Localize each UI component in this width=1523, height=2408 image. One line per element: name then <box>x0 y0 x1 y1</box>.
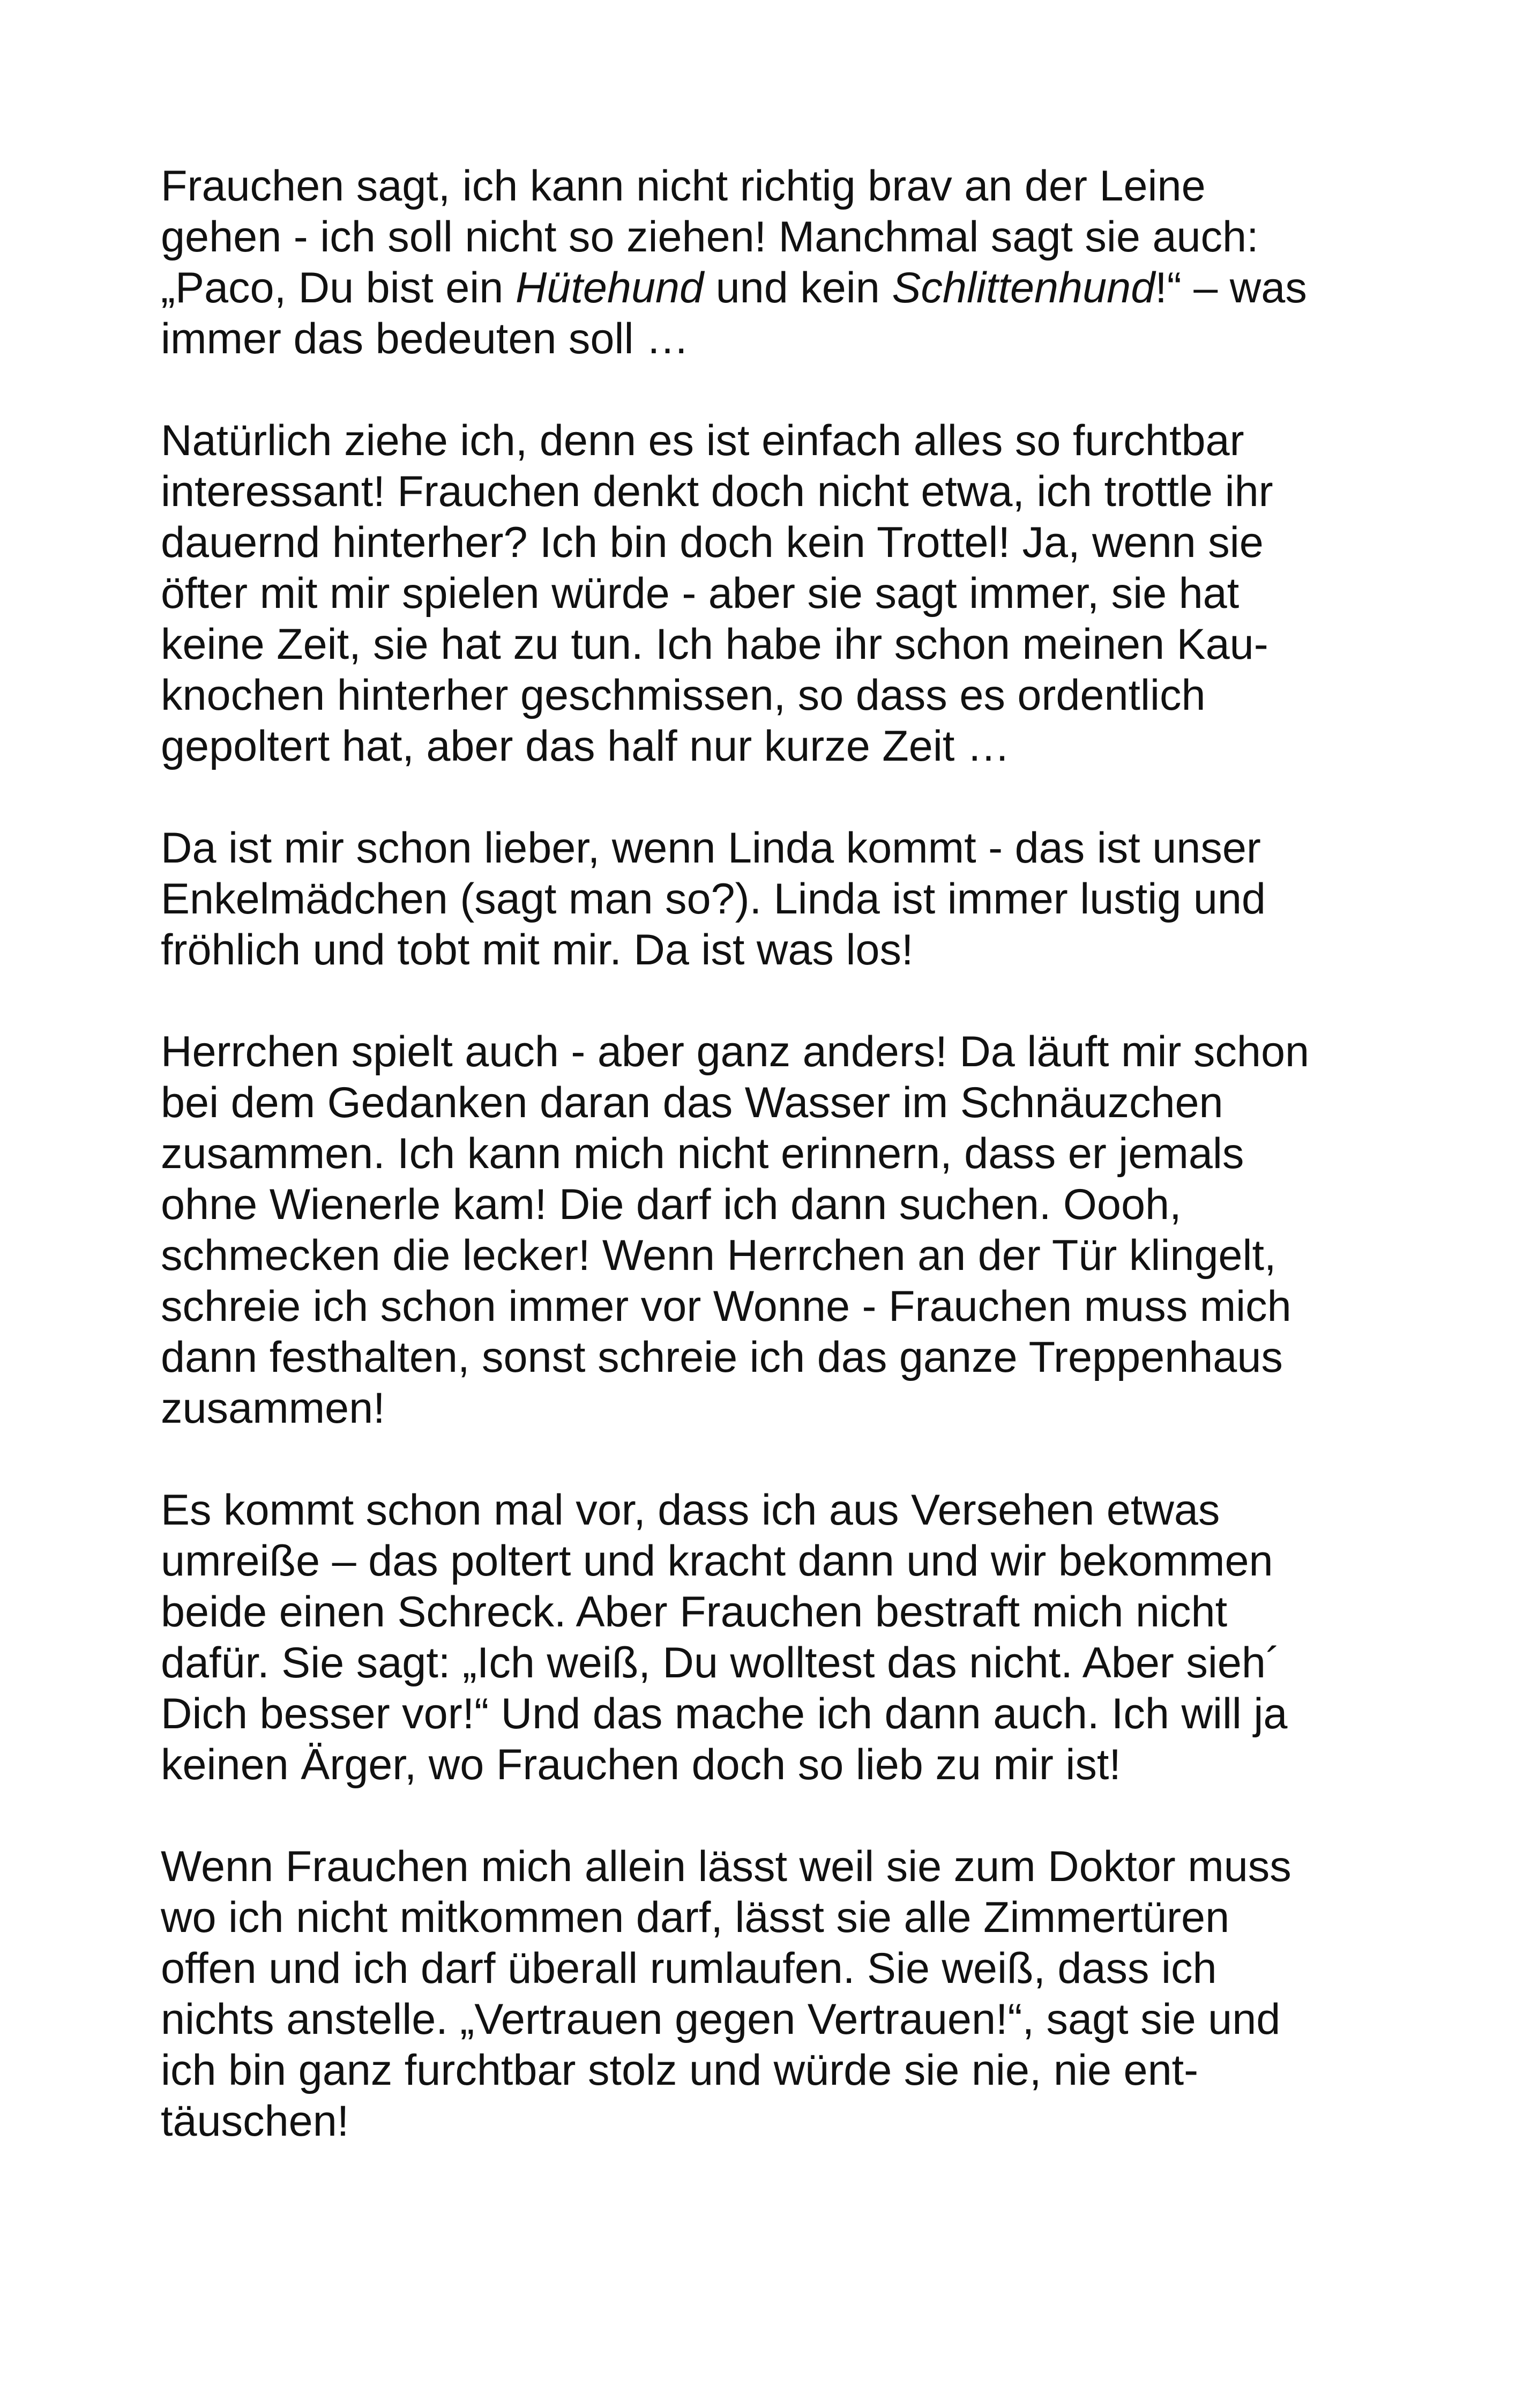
text-segment: offen und ich darf überall rumlaufen. Sie weiß, dass ich <box>161 1944 1217 1993</box>
text-segment: umreiße – das poltert und kracht dann und wir bekommen <box>161 1537 1273 1585</box>
text-segment: dann festhalten, sonst schreie ich das ganze Treppenhaus <box>161 1333 1283 1381</box>
text-segment: !“ – was <box>1155 264 1307 312</box>
text-segment: Herrchen spielt auch - aber ganz anders! Da läuft mir schon <box>161 1028 1310 1076</box>
text-segment: zusammen. Ich kann mich nicht erinnern, dass er jemals <box>161 1129 1244 1178</box>
text-line <box>161 517 1361 568</box>
text-segment: ohne Wienerle kam! Die darf ich dann suchen. Oooh, <box>161 1180 1182 1229</box>
text-segment: gehen - ich soll nicht so ziehen! Manchmal sagt sie auch: <box>161 213 1259 261</box>
text-segment: keinen Ärger, wo Frauchen doch so lieb zu mir ist! <box>161 1741 1121 1789</box>
paragraph <box>161 415 1361 772</box>
text-segment: ich bin ganz furchtbar stolz und würde sie nie, nie ent- <box>161 2046 1199 2094</box>
paragraph <box>161 1027 1361 1434</box>
text-line <box>161 1994 1361 2045</box>
text-line <box>161 415 1361 466</box>
text-line <box>161 1281 1361 1332</box>
paragraph <box>161 1485 1361 1790</box>
text-line <box>161 1027 1361 1077</box>
text-segment: nichts anstelle. „Vertrauen gegen Vertrauen!“, sagt sie und <box>161 1995 1281 2043</box>
text-line <box>161 1230 1361 1281</box>
text-segment: „Paco, Du bist ein <box>161 264 516 312</box>
text-segment: öfter mit mir spielen würde - aber sie sagt immer, sie hat <box>161 569 1240 618</box>
text-segment: schreie ich schon immer vor Wonne - Frauchen muss mich <box>161 1282 1291 1331</box>
text-segment: Natürlich ziehe ich, denn es ist einfach alles so furchtbar <box>161 417 1244 465</box>
paragraph <box>161 161 1361 365</box>
text-line <box>161 1179 1361 1230</box>
text-line <box>161 670 1361 721</box>
paragraph <box>161 1841 1361 2147</box>
text-segment: täuschen! <box>161 2097 349 2145</box>
text-segment: und kein <box>704 264 892 312</box>
text-segment: Wenn Frauchen mich allein lässt weil sie zum Doktor muss <box>161 1842 1291 1891</box>
text-line <box>161 1943 1361 1994</box>
text-segment: dauernd hinterher? Ich bin doch kein Trottel! Ja, wenn sie <box>161 518 1264 567</box>
text-segment: gepoltert hat, aber das half nur kurze Zeit … <box>161 722 1010 770</box>
text-segment: zusammen! <box>161 1384 385 1432</box>
text-segment: Enkelmädchen (sagt man so?). Linda ist immer lustig und <box>161 875 1266 923</box>
text-segment: knochen hinterher geschmissen, so dass es ordentlich <box>161 671 1206 719</box>
text-line <box>161 1638 1361 1689</box>
text-line <box>161 1587 1361 1638</box>
text-segment: immer das bedeuten soll … <box>161 315 689 363</box>
text-segment: keine Zeit, sie hat zu tun. Ich habe ihr schon meinen Kau- <box>161 620 1268 668</box>
text-line <box>161 1689 1361 1740</box>
text-line <box>161 1740 1361 1790</box>
text-segment: Dich besser vor!“ Und das mache ich dann auch. Ich will ja <box>161 1690 1288 1738</box>
text-segment: schmecken die lecker! Wenn Herrchen an der Tür klingelt, <box>161 1231 1276 1280</box>
italic-text: Schlittenhund <box>892 264 1155 312</box>
text-line <box>161 925 1361 976</box>
text-segment: bei dem Gedanken daran das Wasser im Schnäuzchen <box>161 1079 1223 1127</box>
text-line <box>161 568 1361 619</box>
text-line <box>161 2096 1361 2147</box>
text-segment: Da ist mir schon lieber, wenn Linda kommt - das ist unser <box>161 824 1261 872</box>
text-line <box>161 874 1361 925</box>
text-line <box>161 212 1361 263</box>
text-segment: Frauchen sagt, ich kann nicht richtig brav an der Leine <box>161 162 1206 210</box>
text-line <box>161 619 1361 670</box>
text-line <box>161 823 1361 874</box>
text-line <box>161 1841 1361 1892</box>
text-line <box>161 1128 1361 1179</box>
text-segment: Es kommt schon mal vor, dass ich aus Versehen etwas <box>161 1486 1220 1534</box>
text-segment: wo ich nicht mitkommen darf, lässt sie alle Zimmertüren <box>161 1893 1230 1942</box>
text-line <box>161 1892 1361 1943</box>
text-line <box>161 466 1361 517</box>
text-segment: fröhlich und tobt mit mir. Da ist was los! <box>161 926 914 974</box>
text-line <box>161 1536 1361 1587</box>
text-line <box>161 314 1361 365</box>
text-line <box>161 1332 1361 1383</box>
text-line <box>161 2045 1361 2096</box>
text-line <box>161 721 1361 772</box>
paragraph <box>161 823 1361 976</box>
text-segment: interessant! Frauchen denkt doch nicht etwa, ich trottle ihr <box>161 467 1273 516</box>
text-segment: beide einen Schreck. Aber Frauchen bestraft mich nicht <box>161 1588 1228 1636</box>
text-line <box>161 263 1361 314</box>
text-line <box>161 1077 1361 1128</box>
italic-text: Hütehund <box>515 264 704 312</box>
body-text <box>161 161 1361 2198</box>
text-line <box>161 1485 1361 1536</box>
text-line <box>161 1383 1361 1434</box>
text-segment: dafür. Sie sagt: „Ich weiß, Du wolltest das nicht. Aber sieh´ <box>161 1639 1280 1687</box>
text-line <box>161 161 1361 212</box>
